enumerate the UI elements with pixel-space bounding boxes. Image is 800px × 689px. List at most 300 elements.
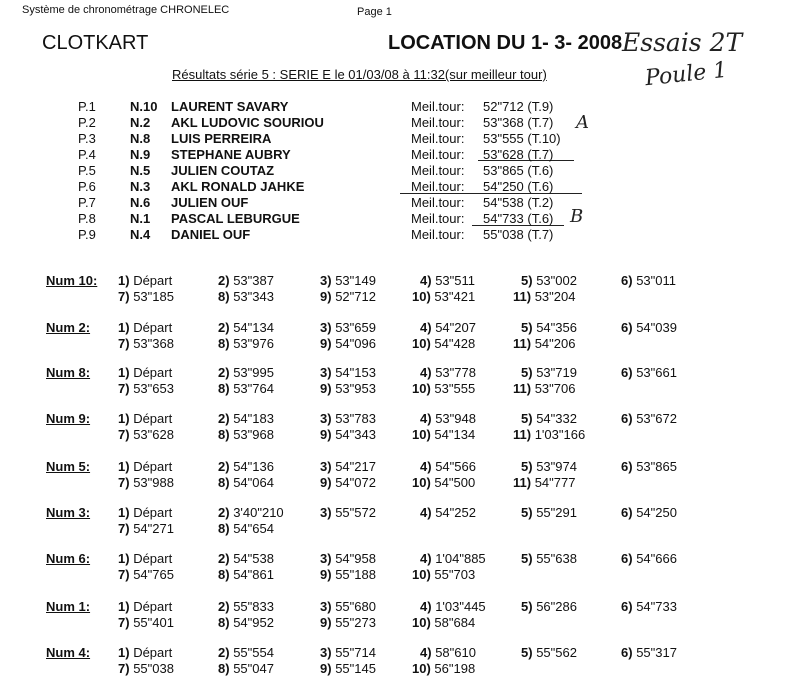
- ranking-driver-name: AKL LUDOVIC SOURIOU: [171, 115, 324, 130]
- ranking-driver-name: STEPHANE AUBRY: [171, 147, 291, 162]
- handwritten-note-line1: Essais 2T: [622, 28, 743, 57]
- lap-number: 7): [118, 661, 130, 676]
- lap-time: 53"976: [233, 336, 274, 351]
- lap-entry: [218, 289, 274, 304]
- lap-time: Départ: [133, 411, 173, 426]
- lap-block-label: Num 1:: [46, 599, 91, 614]
- lap-time: 54"958: [335, 551, 376, 566]
- ranking-best-lap-label: Meil.tour:: [411, 179, 465, 194]
- lap-time: 53"764: [233, 381, 274, 396]
- lap-time: 54"072: [335, 475, 376, 490]
- lap-number: 3): [320, 551, 332, 566]
- lap-time: 54"096: [335, 336, 376, 351]
- lap-number: 8): [218, 567, 230, 582]
- lap-number: 5): [521, 273, 533, 288]
- lap-entry: [118, 320, 172, 335]
- lap-entry: [320, 381, 376, 396]
- lap-entry: [218, 661, 274, 676]
- lap-block-label: Num 8:: [46, 365, 91, 380]
- lap-entry: [118, 645, 172, 660]
- lap-entry: [420, 645, 476, 660]
- lap-number: 5): [521, 551, 533, 566]
- lap-number: 9): [320, 567, 332, 582]
- lap-number: 4): [420, 273, 432, 288]
- lap-number: 10): [412, 661, 431, 676]
- lap-time: 53"185: [133, 289, 174, 304]
- lap-entry: [412, 661, 475, 676]
- lap-time: 53"778: [435, 365, 476, 380]
- ranking-kart-number: N.2: [130, 115, 151, 130]
- lap-entry: [118, 551, 172, 566]
- lap-number: 2): [218, 411, 230, 426]
- results-subtitle-text: Résultats série 5 : SERIE E le 01/03/08 à 11:32(sur meilleur tour): [172, 67, 547, 82]
- lap-number: 3): [320, 505, 332, 520]
- lap-number: 3): [320, 365, 332, 380]
- lap-number: 6): [621, 505, 633, 520]
- lap-time: 1'03"445: [435, 599, 486, 614]
- lap-entry: [218, 411, 274, 426]
- lap-time: 54"250: [636, 505, 677, 520]
- lap-number: 8): [218, 615, 230, 630]
- lap-entry: [218, 551, 274, 566]
- ranking-best-lap-label: Meil.tour:: [411, 99, 465, 114]
- lap-block: [0, 411, 800, 445]
- lap-time: 54"332: [536, 411, 577, 426]
- lap-number: 10): [412, 336, 431, 351]
- lap-number: 7): [118, 427, 130, 442]
- lap-number: 4): [420, 505, 432, 520]
- lap-number: 10): [412, 381, 431, 396]
- lap-time: 53"974: [536, 459, 577, 474]
- lap-number: 10): [412, 567, 431, 582]
- lap-number: 11): [513, 336, 532, 351]
- lap-time: 53"149: [335, 273, 376, 288]
- lap-entry: [521, 551, 577, 566]
- lap-entry: [118, 273, 172, 288]
- lap-time: 54"153: [335, 365, 376, 380]
- lap-time: 54"064: [233, 475, 274, 490]
- lap-entry: [412, 336, 475, 351]
- lap-entry: [320, 459, 376, 474]
- ranking-best-lap-time: 54"250 (T.6): [483, 179, 554, 194]
- lap-entry: [521, 365, 577, 380]
- lap-time: 53"865: [636, 459, 677, 474]
- ranking-row: [0, 131, 800, 147]
- lap-entry: [118, 615, 174, 630]
- lap-number: 1): [118, 320, 130, 335]
- lap-number: 7): [118, 615, 130, 630]
- lap-time: 54"538: [233, 551, 274, 566]
- lap-time: 55"680: [335, 599, 376, 614]
- lap-entry: [218, 599, 274, 614]
- lap-number: 7): [118, 567, 130, 582]
- ranking-best-lap-time: 54"538 (T.2): [483, 195, 554, 210]
- lap-entry: [521, 459, 577, 474]
- lap-time: 54"654: [233, 521, 274, 536]
- ranking-driver-name: AKL RONALD JAHKE: [171, 179, 305, 194]
- lap-entry: [320, 661, 376, 676]
- lap-entry: [521, 505, 577, 520]
- lap-entry: [218, 645, 274, 660]
- lap-time: 53"204: [534, 289, 576, 304]
- lap-time: 54"039: [636, 320, 677, 335]
- lap-block: [0, 365, 800, 399]
- lap-number: 7): [118, 381, 130, 396]
- lap-time: 54"207: [435, 320, 476, 335]
- lap-time: 54"566: [435, 459, 476, 474]
- lap-entry: [521, 273, 577, 288]
- handwritten-note-line2: Poule 1: [643, 57, 729, 92]
- lap-entry: [420, 320, 476, 335]
- lap-entry: [320, 505, 376, 520]
- ranking-best-lap-time: 53"865 (T.6): [483, 163, 554, 178]
- ranking-best-lap-time: 54"733 (T.6): [483, 211, 554, 226]
- lap-time: 54"343: [335, 427, 376, 442]
- lap-time: 54"271: [133, 521, 174, 536]
- lap-entry: [513, 336, 575, 351]
- lap-block: [0, 273, 800, 307]
- ranking-row: [0, 147, 800, 163]
- ranking-best-lap-label: Meil.tour:: [411, 131, 465, 146]
- lap-number: 11): [513, 427, 532, 442]
- lap-entry: [320, 615, 376, 630]
- lap-number: 6): [621, 459, 633, 474]
- lap-number: 8): [218, 427, 230, 442]
- lap-number: 8): [218, 336, 230, 351]
- lap-entry: [118, 427, 174, 442]
- ranking-row: [0, 115, 800, 131]
- ranking-best-lap-label: Meil.tour:: [411, 147, 465, 162]
- lap-time: 54"206: [534, 336, 576, 351]
- lap-time: 53"002: [536, 273, 577, 288]
- lap-number: 7): [118, 475, 130, 490]
- lap-number: 11): [513, 289, 532, 304]
- lap-number: 3): [320, 645, 332, 660]
- lap-entry: [320, 475, 376, 490]
- lap-time: 54"136: [233, 459, 274, 474]
- lap-entry: [118, 336, 174, 351]
- lap-number: 10): [412, 615, 431, 630]
- ranking-driver-name: LUIS PERREIRA: [171, 131, 272, 146]
- lap-number: 6): [621, 645, 633, 660]
- lap-time: 56"286: [536, 599, 577, 614]
- lap-entry: [420, 459, 476, 474]
- lap-block: [0, 599, 800, 633]
- lap-block: [0, 459, 800, 493]
- lap-entry: [320, 273, 376, 288]
- ranking-position: P.1: [78, 99, 96, 114]
- lap-time: 54"134: [233, 320, 274, 335]
- lap-entry: [218, 336, 274, 351]
- handwritten-mark-a: A: [576, 112, 589, 133]
- lap-entry: [218, 459, 274, 474]
- lap-number: 4): [420, 411, 432, 426]
- lap-entry: [218, 320, 274, 335]
- lap-number: 5): [521, 459, 533, 474]
- lap-number: 5): [521, 411, 533, 426]
- lap-entry: [320, 411, 376, 426]
- lap-time: 53"953: [335, 381, 376, 396]
- ranking-best-lap-time: 53"555 (T.10): [483, 131, 561, 146]
- ranking-best-lap-time: 55"038 (T.7): [483, 227, 554, 242]
- lap-entry: [118, 475, 174, 490]
- ranking-position: P.7: [78, 195, 96, 210]
- lap-entry: [621, 551, 677, 566]
- lap-number: 2): [218, 551, 230, 566]
- ranking-position: P.6: [78, 179, 96, 194]
- lap-number: 2): [218, 599, 230, 614]
- lap-number: 5): [521, 505, 533, 520]
- lap-block-label: Num 2:: [46, 320, 91, 335]
- lap-number: 8): [218, 289, 230, 304]
- lap-entry: [412, 475, 475, 490]
- ranking-position: P.9: [78, 227, 96, 242]
- lap-time: Départ: [133, 365, 173, 380]
- lap-time: Départ: [133, 320, 173, 335]
- lap-time: 55"401: [133, 615, 174, 630]
- lap-entry: [320, 336, 376, 351]
- lap-block-label: Num 6:: [46, 551, 91, 566]
- lap-number: 1): [118, 273, 130, 288]
- lap-entry: [320, 551, 376, 566]
- lap-entry: [420, 411, 476, 426]
- lap-entry: [521, 411, 577, 426]
- lap-number: 10): [412, 289, 431, 304]
- lap-entry: [420, 365, 476, 380]
- lap-time: 52"712: [335, 289, 376, 304]
- lap-number: 8): [218, 381, 230, 396]
- lap-number: 6): [621, 365, 633, 380]
- lap-time: Départ: [133, 551, 173, 566]
- lap-time: 54"765: [133, 567, 174, 582]
- lap-entry: [621, 273, 676, 288]
- lap-block: [0, 645, 800, 679]
- lap-time: 53"706: [534, 381, 576, 396]
- lap-entry: [320, 289, 376, 304]
- lap-number: 2): [218, 320, 230, 335]
- lap-number: 3): [320, 273, 332, 288]
- lap-entry: [118, 411, 172, 426]
- lap-entry: [218, 273, 274, 288]
- lap-time: 55"714: [335, 645, 376, 660]
- lap-number: 2): [218, 365, 230, 380]
- lap-entry: [621, 320, 677, 335]
- lap-number: 5): [521, 365, 533, 380]
- lap-number: 7): [118, 521, 130, 536]
- lap-number: 10): [412, 427, 431, 442]
- lap-number: 9): [320, 661, 332, 676]
- ranking-best-lap-label: Meil.tour:: [411, 227, 465, 242]
- lap-entry: [118, 505, 172, 520]
- lap-entry: [513, 475, 575, 490]
- lap-number: 4): [420, 551, 432, 566]
- lap-number: 6): [621, 411, 633, 426]
- lap-entry: [621, 365, 677, 380]
- lap-block: [0, 551, 800, 585]
- lap-time: 53"968: [233, 427, 274, 442]
- lap-number: 1): [118, 411, 130, 426]
- lap-entry: [118, 381, 174, 396]
- lap-time: Départ: [133, 273, 173, 288]
- lap-entry: [420, 505, 476, 520]
- lap-time: Départ: [133, 645, 173, 660]
- lap-block-label: Num 9:: [46, 411, 91, 426]
- lap-entry: [218, 615, 274, 630]
- lap-time: 54"777: [534, 475, 576, 490]
- lap-time: 58"610: [435, 645, 476, 660]
- lap-entry: [320, 599, 376, 614]
- lap-number: 9): [320, 381, 332, 396]
- lap-time: 3'40"210: [233, 505, 284, 520]
- lap-entry: [621, 459, 677, 474]
- lap-entry: [412, 615, 475, 630]
- lap-time: 55"562: [536, 645, 577, 660]
- lap-entry: [412, 289, 475, 304]
- lap-entry: [412, 427, 475, 442]
- lap-time: 55"188: [335, 567, 376, 582]
- lap-time: 55"291: [536, 505, 577, 520]
- lap-number: 3): [320, 459, 332, 474]
- lap-time: 55"572: [335, 505, 376, 520]
- lap-entry: [513, 289, 575, 304]
- lap-number: 10): [412, 475, 431, 490]
- lap-block-label: Num 5:: [46, 459, 91, 474]
- lap-entry: [218, 427, 274, 442]
- lap-entry: [118, 289, 174, 304]
- ranking-best-lap-time: 53"628 (T.7): [483, 147, 554, 162]
- lap-time: 53"948: [435, 411, 476, 426]
- ranking-row: [0, 99, 800, 115]
- lap-entry: [513, 381, 575, 396]
- lap-time: 58"684: [434, 615, 476, 630]
- lap-entry: [513, 427, 585, 442]
- ranking-position: P.8: [78, 211, 96, 226]
- lap-time: 55"047: [233, 661, 274, 676]
- lap-entry: [621, 505, 677, 520]
- lap-time: 53"661: [636, 365, 677, 380]
- ranking-best-lap-time: 52"712 (T.9): [483, 99, 554, 114]
- lap-number: 6): [621, 320, 633, 335]
- lap-time: 55"554: [233, 645, 274, 660]
- ranking-position: P.5: [78, 163, 96, 178]
- lap-number: 5): [521, 320, 533, 335]
- lap-time: 1'04"885: [435, 551, 486, 566]
- lap-time: 53"387: [233, 273, 274, 288]
- ranking-kart-number: N.5: [130, 163, 151, 178]
- ranking-best-lap-time: 53"368 (T.7): [483, 115, 554, 130]
- lap-time: 54"733: [636, 599, 677, 614]
- lap-number: 5): [521, 599, 533, 614]
- lap-time: 53"368: [133, 336, 174, 351]
- lap-number: 4): [420, 459, 432, 474]
- ranking-row: [0, 195, 800, 211]
- lap-time: 54"356: [536, 320, 577, 335]
- ranking-best-lap-label: Meil.tour:: [411, 211, 465, 226]
- lap-time: 53"672: [636, 411, 677, 426]
- lap-number: 3): [320, 320, 332, 335]
- lap-number: 5): [521, 645, 533, 660]
- lap-time: 54"952: [233, 615, 274, 630]
- lap-number: 9): [320, 427, 332, 442]
- ranking-position: P.3: [78, 131, 96, 146]
- ranking-kart-number: N.4: [130, 227, 151, 242]
- ranking-driver-name: JULIEN COUTAZ: [171, 163, 275, 178]
- lap-number: 4): [420, 365, 432, 380]
- lap-time: 53"653: [133, 381, 174, 396]
- lap-block-label: Num 10:: [46, 273, 98, 288]
- lap-time: 1'03"166: [534, 427, 586, 442]
- lap-entry: [621, 411, 677, 426]
- lap-entry: [118, 567, 174, 582]
- lap-number: 4): [420, 645, 432, 660]
- lap-number: 9): [320, 615, 332, 630]
- lap-time: 54"666: [636, 551, 677, 566]
- lap-entry: [218, 381, 274, 396]
- ranking-kart-number: N.8: [130, 131, 151, 146]
- lap-time: 53"421: [434, 289, 476, 304]
- lap-entry: [420, 551, 486, 566]
- lap-number: 4): [420, 320, 432, 335]
- ranking-driver-name: JULIEN OUF: [171, 195, 249, 210]
- lap-entry: [320, 645, 376, 660]
- lap-entry: [621, 645, 677, 660]
- lap-number: 11): [513, 475, 532, 490]
- lap-entry: [118, 365, 172, 380]
- page-number: Page 1: [357, 6, 392, 18]
- ranking-row: [0, 211, 800, 227]
- lap-entry: [521, 599, 577, 614]
- lap-number: 1): [118, 599, 130, 614]
- lap-block-label: Num 4:: [46, 645, 91, 660]
- lap-number: 8): [218, 521, 230, 536]
- lap-entry: [320, 427, 376, 442]
- ranking-best-lap-label: Meil.tour:: [411, 115, 465, 130]
- ranking-kart-number: N.6: [130, 195, 151, 210]
- lap-entry: [118, 599, 172, 614]
- lap-number: 1): [118, 505, 130, 520]
- lap-block-label: Num 3:: [46, 505, 91, 520]
- ranking-row: [0, 179, 800, 195]
- lap-number: 3): [320, 411, 332, 426]
- ranking-kart-number: N.9: [130, 147, 151, 162]
- lap-number: 6): [621, 599, 633, 614]
- lap-number: 9): [320, 289, 332, 304]
- lap-number: 6): [621, 551, 633, 566]
- lap-number: 8): [218, 475, 230, 490]
- ranking-row: [0, 227, 800, 243]
- lap-number: 2): [218, 505, 230, 520]
- lap-entry: [218, 475, 274, 490]
- lap-entry: [412, 381, 475, 396]
- lap-time: Départ: [133, 505, 173, 520]
- ranking-kart-number: N.3: [130, 179, 151, 194]
- lap-entry: [621, 599, 677, 614]
- ranking-kart-number: N.10: [130, 99, 158, 114]
- lap-time: Départ: [133, 459, 173, 474]
- ranking-driver-name: DANIEL OUF: [171, 227, 251, 242]
- lap-entry: [118, 661, 174, 676]
- ranking-best-lap-label: Meil.tour:: [411, 163, 465, 178]
- lap-time: 54"500: [434, 475, 476, 490]
- lap-entry: [218, 365, 274, 380]
- lap-time: 53"555: [434, 381, 476, 396]
- lap-number: 3): [320, 599, 332, 614]
- lap-entry: [218, 505, 284, 520]
- lap-time: 55"833: [233, 599, 274, 614]
- lap-time: 53"343: [233, 289, 274, 304]
- ranking-kart-number: N.1: [130, 211, 151, 226]
- lap-time: 55"273: [335, 615, 376, 630]
